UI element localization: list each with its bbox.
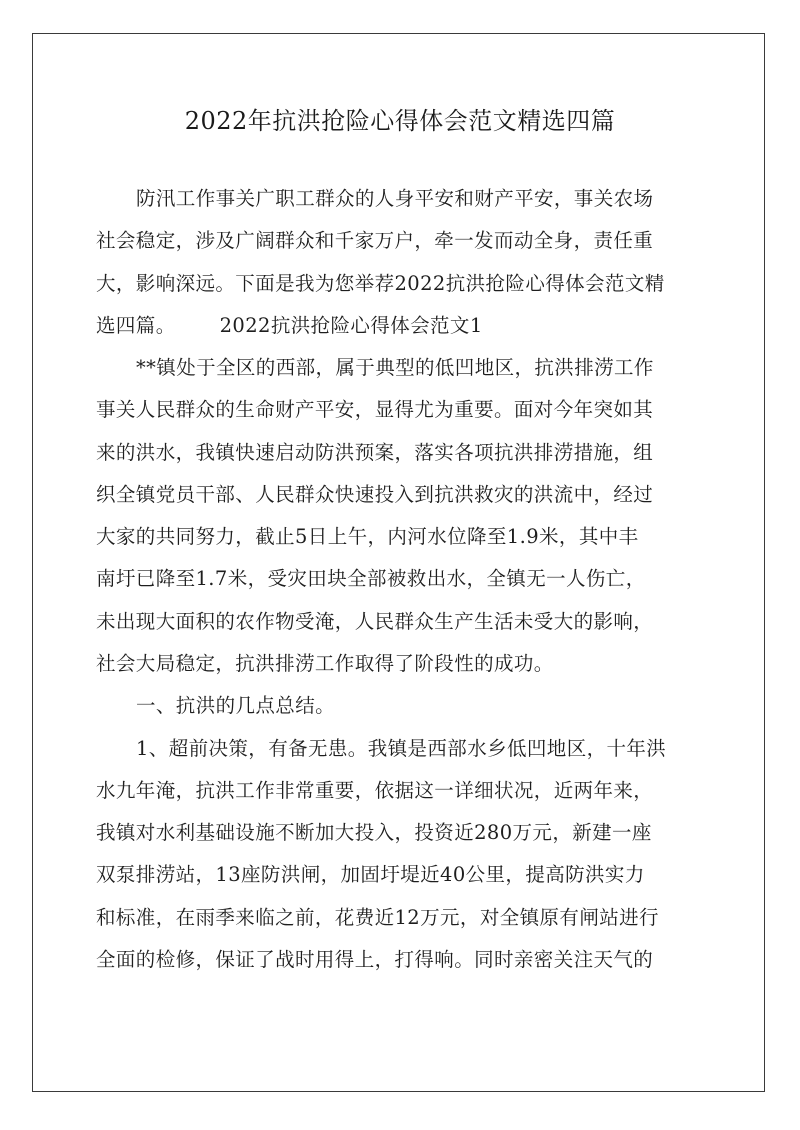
paragraph-line: 我镇对水利基础设施不断加大投入，投资近280万元，新建一座 [96, 821, 652, 844]
paragraph-line: 防汛工作事关广职工群众的人身平安和财产平安，事关农场 [136, 187, 654, 210]
paragraph-line: 双泵排涝站，13座防洪闸，加固圩堤近40公里，提高防洪实力 [96, 863, 645, 886]
section-heading: 一、抗洪的几点总结。 [136, 694, 336, 717]
paragraph-line: 大，影响深远。下面是我为您举荐2022抗洪抢险心得体会范文精 [96, 272, 665, 295]
paragraph-line: 南圩已降至1.7米，受灾田块全部被救出水，全镇无一人伤亡， [96, 567, 646, 590]
paragraph-line: 未出现大面积的农作物受淹，人民群众生产生活未受大的影响， [96, 610, 654, 633]
paragraph-line-with-heading [96, 310, 708, 338]
paragraph-line: 水九年淹，抗洪工作非常重要，依据这一详细状况，近两年来， [96, 779, 654, 802]
paragraph-line: 和标准，在雨季来临之前，花费近12万元，对全镇原有闸站进行 [96, 906, 659, 929]
paragraph-line: 选四篇。 [96, 314, 176, 337]
section-heading: 2022抗洪抢险心得体会范文1 [219, 314, 483, 337]
paragraph-line: 大家的共同努力，截止5日上午，内河水位降至1.9米，其中丰 [96, 525, 639, 548]
paragraph-line: 来的洪水，我镇快速启动防洪预案，落实各项抗洪排涝措施，组 [96, 441, 654, 464]
paragraph-line: 社会大局稳定，抗洪排涝工作取得了阶段性的成功。 [96, 652, 554, 675]
paragraph-line: 织全镇党员干部、人民群众快速投入到抗洪救灾的洪流中，经过 [96, 483, 654, 506]
paragraph-line: 全面的检修，保证了战时用得上，打得响。同时亲密关注天气的 [96, 948, 654, 971]
paragraph-line: 1、超前决策，有备无患。我镇是西部水乡低凹地区，十年洪 [136, 737, 667, 760]
document-title: 2022年抗洪抢险心得体会范文精选四篇 [184, 107, 616, 135]
paragraph-line: 社会稳定，涉及广阔群众和千家万户，牵一发而动全身，责任重 [96, 229, 654, 252]
paragraph-line: 事关人民群众的生命财产平安，显得尤为重要。面对今年突如其 [96, 398, 654, 421]
paragraph-line: **镇处于全区的西部，属于典型的低凹地区，抗洪排涝工作 [136, 356, 654, 379]
